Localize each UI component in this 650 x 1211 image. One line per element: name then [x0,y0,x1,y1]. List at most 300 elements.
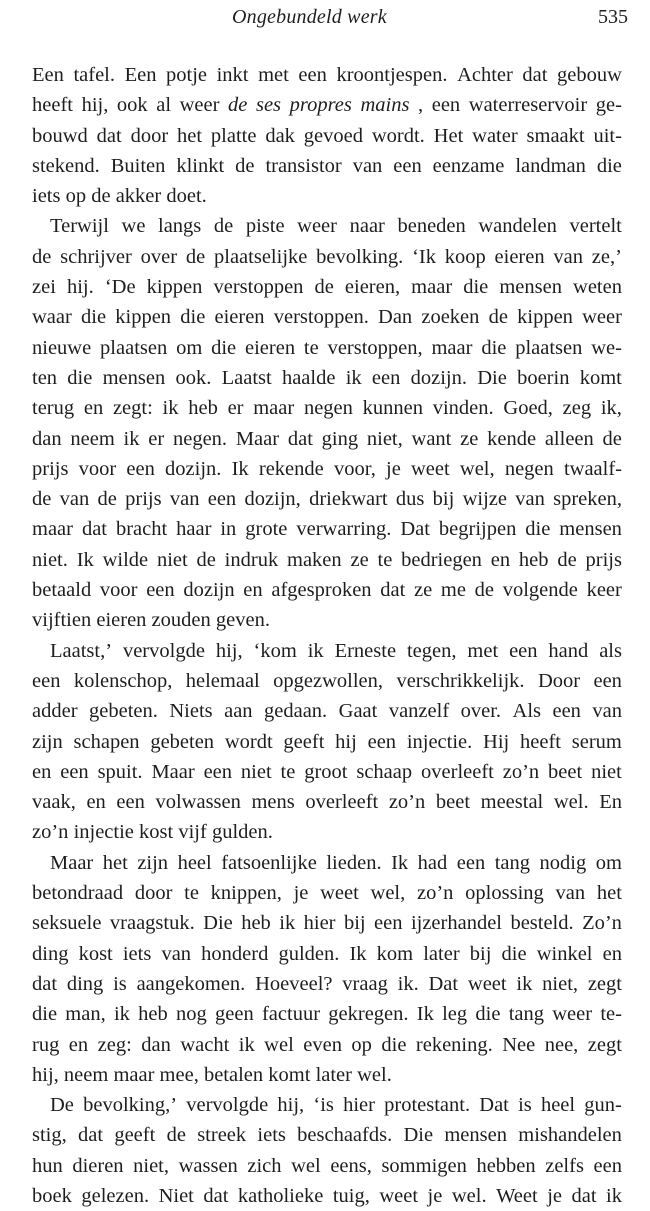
word: die [381,1033,407,1056]
word: dieren [72,1154,124,1177]
word: de [488,306,508,329]
word: helemaal [185,669,260,692]
word: gulden. [278,942,340,965]
word: ik [307,639,324,662]
word: vijf [178,821,207,844]
word: de [235,154,255,177]
word: beet [435,791,471,814]
text-line [32,484,622,514]
word: van [553,245,583,268]
text-line [32,939,622,969]
word: ik [123,427,140,450]
word: geen [215,1003,254,1026]
text-line [32,666,622,696]
text-line [32,1090,622,1120]
word: gebouw [557,64,622,86]
word: weet [467,972,507,995]
word: negen [504,457,554,480]
word: mens [251,791,295,814]
word: ik, [600,397,622,420]
word: niet, [542,972,579,995]
word: want [411,427,452,450]
text-line [32,878,622,908]
word: sommigen [381,1154,467,1177]
word: maken [287,548,342,571]
word: ze [460,427,479,450]
word: kunnen [362,397,423,420]
text-line [32,817,622,847]
word: ik [279,912,296,935]
word: meestal [480,791,544,814]
word: te [377,548,393,571]
word: wassen [178,1154,238,1177]
word: twaalf- [563,457,622,480]
word: heb [518,548,549,571]
text-line [32,575,622,605]
word: doet. [166,185,207,208]
word: om [595,851,622,874]
word: propres [289,94,352,117]
word: een [593,1154,622,1177]
word: ook. [175,366,212,389]
text-line [32,151,622,181]
word: een [116,791,145,814]
word: die [81,306,107,329]
word: vaak, [32,791,76,814]
word: stekend. [32,154,100,177]
word: van [59,488,90,511]
word: spreken, [553,488,622,511]
word: Dat [479,1094,509,1117]
word: zijn [137,851,169,874]
word: overleeft [305,791,379,814]
word: uit- [593,124,622,147]
word: prijs [125,488,162,511]
word: van [515,488,545,511]
word: hand [548,639,589,662]
word: bracht [115,518,168,541]
word: die [475,1003,501,1026]
word: wel. [357,1063,392,1086]
word: ik [606,1184,622,1207]
text-line [32,424,622,454]
word: Door [537,669,581,692]
word: bij [432,488,455,511]
word: dat [287,427,313,450]
word: eieren [96,609,147,632]
word: je [427,1184,443,1207]
text-line [32,211,622,241]
word: ze,’ [591,245,622,268]
word: eieren [245,336,296,359]
word: ijzerhandel [410,912,502,935]
word: zo’n [32,821,69,844]
word: man, [65,1003,106,1026]
word: je [293,882,309,905]
word: niet [156,548,188,571]
word: Niets [169,700,213,723]
text-line [32,727,622,757]
word: een [552,700,581,723]
word: wel. [451,1184,487,1207]
word: komt [268,1063,311,1086]
word: injectie [73,821,134,844]
word: waterreservoir [468,94,588,117]
word: dozijn, [244,488,301,511]
word: van [592,700,622,723]
word: begrijpen [438,518,517,541]
word: de [213,215,234,238]
word: indruk [224,548,279,571]
word: weer [297,215,337,238]
word: Dat [400,518,430,541]
word: neem [63,1063,109,1086]
word: heel [177,851,212,874]
word: betaald [32,579,92,602]
text-line [32,514,622,544]
word: potje [166,64,208,86]
word: te- [600,1003,622,1026]
word: had [417,851,448,874]
word: hij, [277,1094,305,1117]
word: smaakt [526,124,585,147]
word: Ik [416,1003,434,1026]
word: vervolgde [122,639,205,662]
word: kost [139,821,174,844]
word: een [374,912,403,935]
word: bevolking. [316,245,404,268]
word: te [280,760,296,783]
word: mains [360,94,410,117]
word: gelezen. [81,1184,150,1207]
word: komt [579,366,622,389]
word: ge- [595,94,622,117]
word: prijs [32,457,69,480]
word: ik [516,972,533,995]
word: we- [591,336,622,359]
word: negen [303,397,353,420]
word: niet, [133,1154,170,1177]
word: eieren [214,306,265,329]
word: betondraad [32,882,124,905]
word: beet [548,760,583,783]
word: weet [411,457,450,480]
word: iets [257,1124,286,1147]
word: prijs [585,548,622,571]
word: maar [411,276,453,299]
word: gevoed [303,124,363,147]
word: tuig, [332,1184,370,1207]
word: een [146,579,175,602]
word: plaatsen [100,336,168,359]
word: dozijn [183,579,235,602]
word: Erneste [334,639,397,662]
word: mensen [499,276,562,299]
word: groot [304,760,348,783]
word: die [525,518,551,541]
word: wilde [102,548,149,571]
word: een [60,760,89,783]
word: maar [32,518,73,541]
word: later [315,1063,352,1086]
word: hebben [476,1154,536,1177]
text-line [32,363,622,393]
text-line [32,969,622,999]
word: is [518,1094,532,1117]
word: negen. [172,427,228,450]
word: hier [303,912,336,935]
word: grote [245,518,288,541]
word: Weet [496,1184,538,1207]
word: langs [158,215,202,238]
word: over [140,245,178,268]
word: geeft [283,730,325,753]
word: stig, [32,1124,67,1147]
word: van [555,882,586,905]
word: Achter [457,64,513,86]
word: met [258,64,289,86]
word: een [456,851,486,874]
word: beschaafds. [297,1124,393,1147]
word: al [156,94,172,117]
word: Hoeveel? [255,972,333,995]
word: tang [508,1003,544,1026]
word: boek [32,1184,72,1207]
section-title: Ongebundeld werk [232,6,387,28]
text-line [32,848,622,878]
word: wordt [224,730,273,753]
word: hij. [66,276,94,299]
word: bij [469,942,492,965]
word: heeft [32,94,73,117]
word: koop [444,245,486,268]
word: we [121,215,146,238]
word: Ik [231,457,249,480]
word: , [418,94,424,117]
word: driekwart [309,488,388,511]
word: ze [350,548,369,571]
word: een [393,154,422,177]
word: kost [78,942,113,965]
word: zouden [151,609,211,632]
word: gebeten [150,730,215,753]
word: volgende [502,579,578,602]
word: Terwijl [50,215,109,238]
word: gebeten. [89,700,158,723]
word: maar [253,397,295,420]
word: nee, [544,1033,579,1056]
word: betalen [203,1063,264,1086]
word: wijze [462,488,507,511]
word: verstoppen. [273,306,369,329]
word: die [67,366,93,389]
word: protestant. [384,1094,471,1117]
text-line [32,1030,622,1060]
text-line [32,545,622,575]
word: Maar [235,427,280,450]
word: mishandelen [518,1124,622,1147]
text-line [32,393,622,423]
text-line [32,908,622,938]
word: volwassen [155,791,241,814]
word: tang [494,851,531,874]
word: gun- [584,1094,622,1117]
word: nodig [539,851,587,874]
word: weer [179,94,220,117]
word: iets [122,942,152,965]
page-number: 535 [598,6,628,28]
word: beneden [397,215,466,238]
word: van [161,942,192,965]
word: aangekomen. [136,972,246,995]
word: bouwd [32,124,88,147]
word: de [185,245,206,268]
word: te [184,882,199,905]
word: landman [515,154,586,177]
word: niet [591,760,622,783]
word: vinden. [432,397,494,420]
word: je [547,1184,562,1207]
word: katholieke [237,1184,324,1207]
word: leg [442,1003,468,1026]
word: Buiten [110,154,166,177]
text-line [32,242,622,272]
word: een [207,488,237,511]
word: geven. [215,609,270,632]
word: ding [66,972,104,995]
word: heel [540,1094,576,1117]
word: dozijn. [410,366,467,389]
word: seksuele [32,912,102,935]
word: en [83,397,104,420]
word: te [303,336,319,359]
word: Die [403,1124,434,1147]
text-line [32,272,622,302]
word: die [463,276,489,299]
text-line [32,181,622,211]
word: verstoppen, [327,336,423,359]
word: een [32,669,61,692]
word: een [371,366,401,389]
word: eieren, [344,276,401,299]
word: voor [78,457,117,480]
word: lieden. [326,851,382,874]
word: een [367,730,397,753]
word: vertelt [569,215,622,238]
word: eenzame [432,154,505,177]
word: plaatselijke [214,245,308,268]
body-text [32,60,622,1211]
word: is [113,972,127,995]
word: zeg [562,397,592,420]
word: Dat [428,972,459,995]
word: terug [32,397,75,420]
word: En [599,791,622,814]
text-line [32,1151,622,1181]
word: Laatst,’ [50,639,113,662]
word: rekening. [415,1033,493,1056]
word: ik [162,397,179,420]
word: dat [78,1124,104,1147]
word: en [490,548,511,571]
word: Gaat [338,700,378,723]
word: heb [188,397,218,420]
word: verschrikkelijk. [396,669,525,692]
word: zei [32,276,56,299]
word: knippen, [210,882,282,905]
word: dozijn. [165,457,222,480]
word: alleen [544,427,594,450]
word: een [203,760,233,783]
word: zo’n [417,882,454,905]
word: piste [245,215,285,238]
word: zoeken [421,306,480,329]
word: kolenschop, [73,669,173,692]
word: gulden. [211,821,273,844]
word: die [180,306,206,329]
word: een [431,94,461,117]
word: hij, [215,639,243,662]
word: ik. [397,972,419,995]
word: verstoppen [213,276,304,299]
word: weet [320,882,359,905]
word: zich [247,1154,282,1177]
word: Zo’n [582,912,622,935]
text-line [32,1181,622,1211]
word: en [32,760,52,783]
word: door [134,882,173,905]
word: ik [113,1003,130,1026]
word: Het [433,124,464,147]
word: transistor [265,154,342,177]
word: het [177,124,203,147]
word: boerin [517,366,570,389]
word: vanzelf [388,700,450,723]
word: om [176,336,203,359]
word: zelfs [545,1154,584,1177]
word: voor [99,579,138,602]
word: eieren [494,245,545,268]
text-line [32,60,622,90]
word: op [65,185,87,208]
word: Maar [151,760,195,783]
word: de [314,276,334,299]
word: gedaan. [264,700,328,723]
word: besteld. [510,912,574,935]
word: Als [512,700,541,723]
word: over. [460,700,502,723]
word: en [68,1033,89,1056]
word: van [169,488,200,511]
word: Laatst [221,366,272,389]
text-line [32,454,622,484]
word: Een [32,64,64,86]
word: ook [116,94,148,117]
word: heeft [520,730,561,753]
word: de [557,548,577,571]
word: mensen [444,1124,507,1147]
word: streek [197,1124,247,1147]
word: schaap [356,760,413,783]
word: haar [176,518,212,541]
word: winkel [536,942,593,965]
word: wel, [370,882,406,905]
word: de [166,1124,186,1147]
word: maar [431,336,473,359]
text-line [32,333,622,363]
word: plaatsen [515,336,583,359]
word: bedriegen [401,548,482,571]
